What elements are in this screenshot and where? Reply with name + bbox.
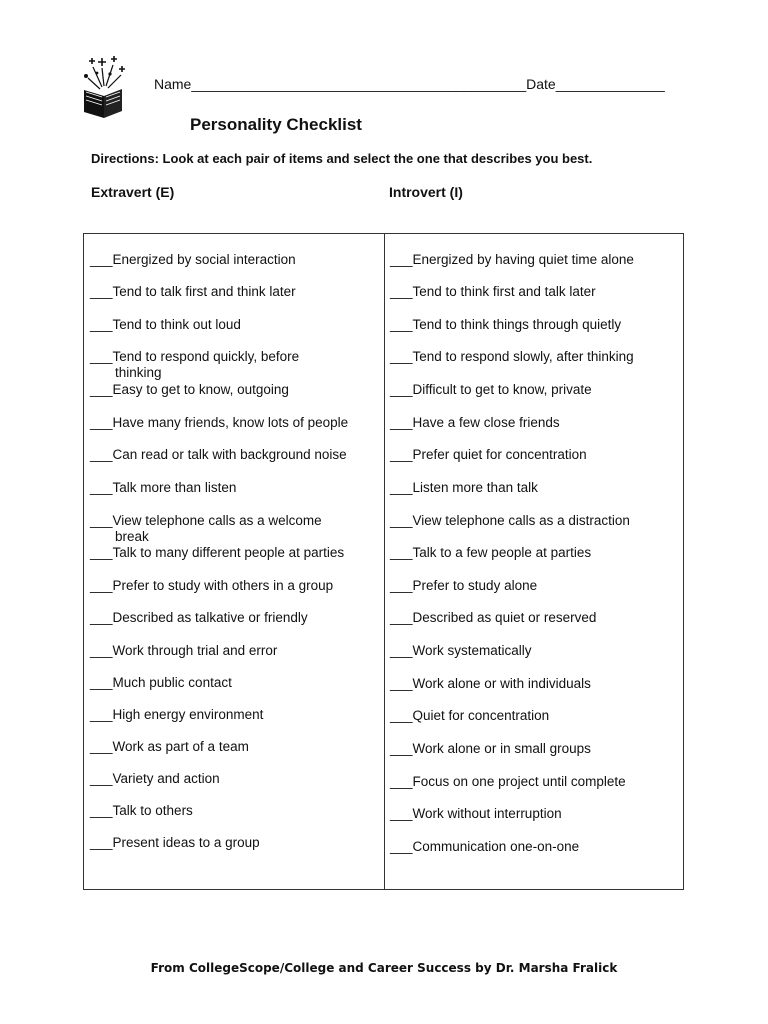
extravert-item[interactable]: ___Tend to think out loud <box>90 317 241 332</box>
extravert-item[interactable]: ___Variety and action <box>90 771 220 786</box>
introvert-item[interactable]: ___Work without interruption <box>390 806 562 821</box>
extravert-item[interactable]: ___Present ideas to a group <box>90 835 260 850</box>
extravert-item[interactable]: ___Talk to many different people at parties <box>90 545 345 560</box>
introvert-item[interactable]: ___Prefer quiet for concentration <box>390 447 587 462</box>
introvert-item[interactable]: ___Quiet for concentration <box>390 708 550 723</box>
introvert-item[interactable]: ___Difficult to get to know, private <box>390 382 592 397</box>
page-title: Personality Checklist <box>190 115 362 134</box>
directions-text: Directions: Look at each pair of items and select the one that describes you best. <box>91 151 593 166</box>
extravert-item[interactable]: ___Talk to others <box>90 803 193 818</box>
extravert-item[interactable]: ___Work as part of a team <box>90 739 249 754</box>
extravert-item[interactable]: ___High energy environment <box>90 707 264 722</box>
introvert-item[interactable]: ___Tend to think first and talk later <box>390 284 596 299</box>
introvert-item[interactable]: ___Communication one-on-one <box>390 839 580 854</box>
introvert-item[interactable]: ___Listen more than talk <box>390 480 538 495</box>
introvert-item[interactable]: ___Described as quiet or reserved <box>390 610 597 625</box>
extravert-item[interactable]: ___Can read or talk with background noise <box>90 447 347 462</box>
name-date-line[interactable]: Name___________________________________________Date______________ <box>154 76 665 92</box>
extravert-item[interactable]: ___Talk more than listen <box>90 480 237 495</box>
introvert-item[interactable]: ___View telephone calls as a distraction <box>390 513 630 528</box>
introvert-item[interactable]: ___Energized by having quiet time alone <box>390 252 634 267</box>
extravert-item[interactable]: ___Prefer to study with others in a group <box>90 578 334 593</box>
introvert-item[interactable]: ___Work alone or with individuals <box>390 676 591 691</box>
extravert-item[interactable]: ___View telephone calls as a welcome break <box>90 513 322 544</box>
introvert-heading: Introvert (I) <box>389 184 463 200</box>
introvert-item[interactable]: ___Tend to respond slowly, after thinking <box>390 349 634 364</box>
extravert-item[interactable]: ___Tend to respond quickly, before thinking <box>90 349 300 380</box>
column-divider <box>384 234 385 889</box>
extravert-item[interactable]: ___Have many friends, know lots of people <box>90 415 349 430</box>
book-logo-icon <box>80 56 130 120</box>
introvert-item[interactable]: ___Work alone or in small groups <box>390 741 591 756</box>
introvert-item[interactable]: ___Tend to think things through quietly <box>390 317 622 332</box>
introvert-item[interactable]: ___Prefer to study alone <box>390 578 538 593</box>
extravert-item[interactable]: ___Energized by social interaction <box>90 252 296 267</box>
extravert-item[interactable]: ___Described as talkative or friendly <box>90 610 308 625</box>
extravert-item[interactable]: ___Work through trial and error <box>90 643 278 658</box>
checklist-table <box>83 233 684 890</box>
extravert-item[interactable]: ___Much public contact <box>90 675 232 690</box>
introvert-item[interactable]: ___Work systematically <box>390 643 532 658</box>
footer-credit: From CollegeScope/College and Career Success by Dr. Marsha Fralick <box>150 961 618 975</box>
extravert-heading: Extravert (E) <box>91 184 175 200</box>
introvert-item[interactable]: ___Have a few close friends <box>390 415 560 430</box>
extravert-item[interactable]: ___Easy to get to know, outgoing <box>90 382 289 397</box>
introvert-item[interactable]: ___Focus on one project until complete <box>390 774 626 789</box>
extravert-item[interactable]: ___Tend to talk first and think later <box>90 284 296 299</box>
introvert-item[interactable]: ___Talk to a few people at parties <box>390 545 592 560</box>
